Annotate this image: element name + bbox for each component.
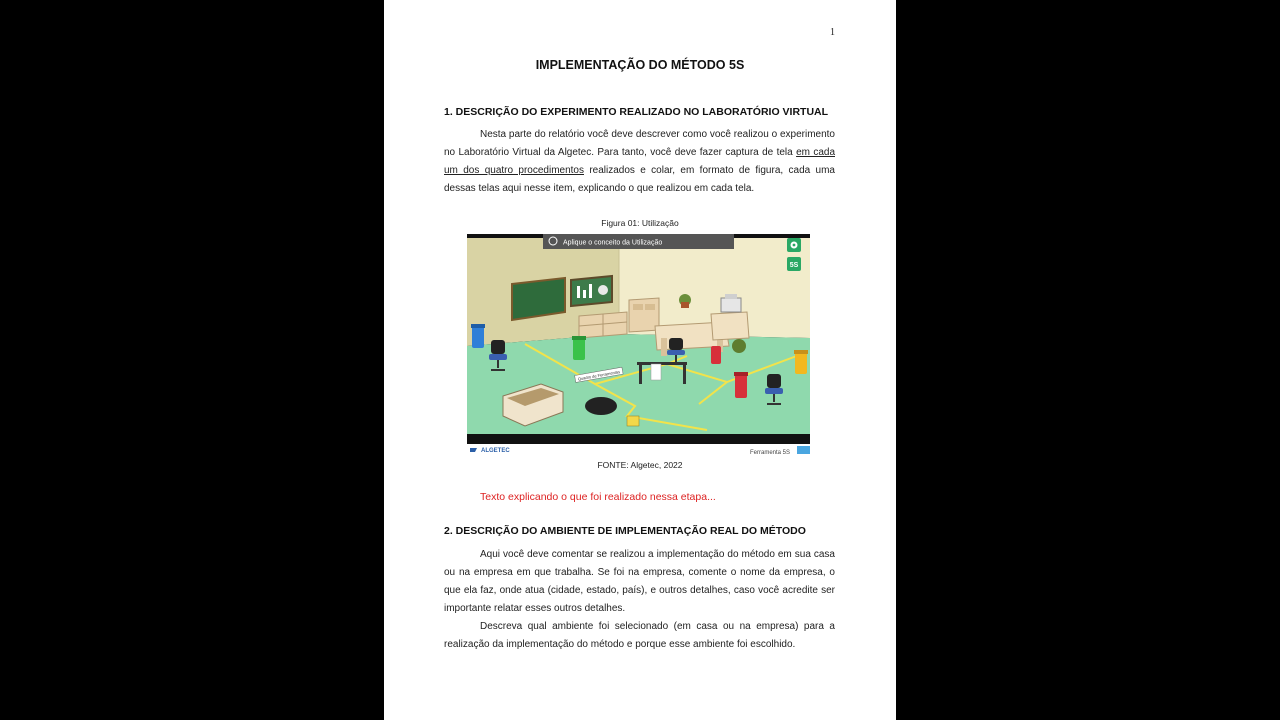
red-note: Texto explicando o que foi realizado nessa etapa... [480,491,716,503]
figure-screenshot [467,234,810,454]
section1-text-b: realizados e colar, em formato de figura, cada uma dessas telas aqui nesse item, explicando o que realizou em cada tela. [444,165,835,194]
algetec-logo: ALGETEC [481,448,510,454]
bin-yellow [794,350,808,374]
page-number: 1 [830,27,835,38]
section1-underlined: em cada um dos quatro procedimentos [444,147,835,176]
bin-red-1 [711,346,721,364]
section2-text-1: Aqui você deve comentar se realizou a implementação do método em sua casa ou na empresa em que trabalha. Se foi na empresa, comente o nome da empresa, o que ela faz, onde atua (cidade, estado, país), e outros detalhes, caso você acredite ser importante relatar esses outros detalhes. [444,549,835,614]
section2-paragraph-1 [444,546,835,618]
document-title: IMPLEMENTAÇÃO DO MÉTODO 5S [535,58,745,72]
trash-pile [585,397,617,415]
bin-green [572,336,586,360]
chalkboard [512,278,565,320]
bin-blue [471,324,485,348]
caution-sign [627,416,639,426]
banner-text: Aplique o conceito da Utilização [563,239,663,247]
settings-button[interactable] [787,238,801,252]
section1-text-a: Nesta parte do relatório você deve descrever como você realizou o experimento no Laboratório Virtual da Algetec. Para tanto, você deve fazer captura de tela [444,129,835,158]
document-page [384,0,896,720]
section2-paragraph-2 [444,618,835,654]
footer-tool-text: Ferramenta 5S [750,450,791,454]
section2-text-2: Descreva qual ambiente foi selecionado (em casa ou na empresa) para a realização da implementação do método e porque esse ambiente foi escolhido. [444,621,835,650]
figure-source: FONTE: Algetec, 2022 [597,460,683,470]
section1-paragraph [444,126,835,198]
figure-caption: Figura 01: Utilização [601,218,679,228]
section1-heading: 1. DESCRIÇÃO DO EXPERIMENTO REALIZADO NO LABORATÓRIO VIRTUAL [444,106,829,118]
5s-badge-text: 5S [789,262,799,269]
5s-button[interactable] [787,257,801,271]
bin-red-2 [734,372,748,398]
printer [721,298,741,312]
tools-sign-text: Quadro de Ferramentas [577,369,621,382]
section2-heading: 2. DESCRIÇÃO DO AMBIENTE DE IMPLEMENTAÇÃO REAL DO MÉTODO [444,525,806,537]
